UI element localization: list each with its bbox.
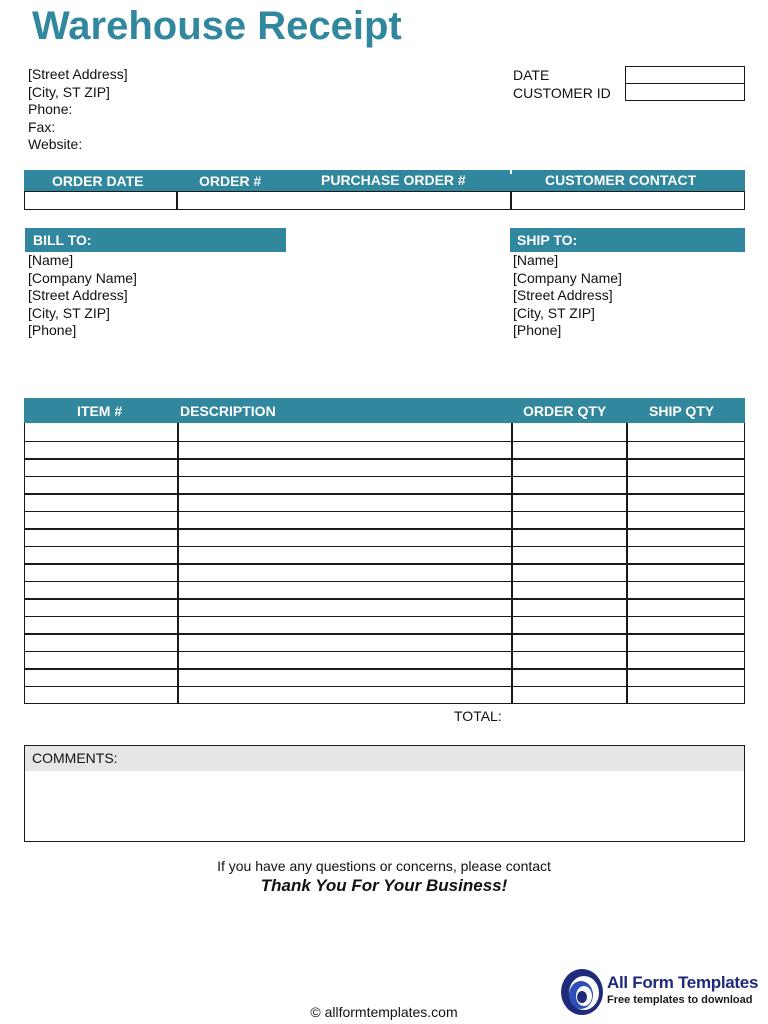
company-website: Website: <box>28 136 83 152</box>
header-notch <box>510 170 512 174</box>
ship-to-phone: [Phone] <box>513 322 562 338</box>
bill-to-header <box>25 228 286 252</box>
company-phone: Phone: <box>28 101 73 117</box>
thank-you-message: Thank You For Your Business! <box>260 876 508 895</box>
row-divider <box>25 476 744 478</box>
bill-to-name: [Name] <box>28 252 74 268</box>
row-divider <box>25 563 744 565</box>
bill-to-street: [Street Address] <box>28 287 128 303</box>
date-field[interactable] <box>625 66 745 84</box>
row-divider <box>25 528 744 530</box>
row-divider <box>25 581 744 583</box>
row-divider <box>25 686 744 688</box>
customer-id-label: CUSTOMER ID <box>513 85 611 101</box>
order-info-table <box>24 170 745 210</box>
ship-to-name: [Name] <box>513 252 559 268</box>
page-title: Warehouse Receipt <box>32 4 402 48</box>
ship-to-company: [Company Name] <box>513 269 622 286</box>
customer-contact-header: CUSTOMER CONTACT <box>545 172 697 188</box>
ship-to-address <box>513 252 622 340</box>
column-divider <box>511 423 513 703</box>
description-header: DESCRIPTION <box>180 403 276 419</box>
bill-to-city: [City, ST ZIP] <box>28 304 110 321</box>
ship-qty-header: SHIP QTY <box>649 403 715 419</box>
date-label: DATE <box>513 67 550 83</box>
order-info-row <box>24 191 745 210</box>
row-divider <box>25 493 744 495</box>
column-divider <box>177 423 179 703</box>
ship-to-label: SHIP TO: <box>517 232 578 248</box>
order-qty-header: ORDER QTY <box>523 403 607 419</box>
row-divider <box>25 458 744 460</box>
order-date-header: ORDER DATE <box>52 173 144 189</box>
row-divider <box>25 668 744 670</box>
purchase-order-header: PURCHASE ORDER # <box>321 172 466 188</box>
bill-to-address <box>28 252 137 340</box>
comments-header <box>25 746 744 771</box>
company-fax: Fax: <box>28 118 56 135</box>
bill-to-phone: [Phone] <box>28 322 77 338</box>
company-city: [City, ST ZIP] <box>28 83 110 100</box>
ship-to-city: [City, ST ZIP] <box>513 304 595 321</box>
company-address-block <box>28 66 128 154</box>
column-divider <box>626 423 628 703</box>
items-header <box>24 398 745 423</box>
logo-tagline: Free templates to download <box>607 994 753 1006</box>
customer-contact-field[interactable] <box>512 192 744 209</box>
bill-to-label: BILL TO: <box>33 232 92 248</box>
order-number-field[interactable] <box>178 192 510 209</box>
order-info-header <box>24 170 745 191</box>
row-divider <box>25 546 744 548</box>
row-divider <box>25 511 744 513</box>
row-divider <box>25 633 744 635</box>
ship-to-street: [Street Address] <box>513 287 613 303</box>
footer-copyright: © allformtemplates.com <box>310 1004 458 1020</box>
ship-to-header <box>510 228 745 252</box>
company-street: [Street Address] <box>28 66 128 82</box>
comments-box[interactable] <box>24 745 745 842</box>
order-number-header: ORDER # <box>199 173 262 189</box>
item-number-header: ITEM # <box>77 403 123 419</box>
total-label: TOTAL: <box>454 708 502 724</box>
items-table <box>24 398 745 704</box>
row-divider <box>25 616 744 618</box>
meta-labels <box>513 66 611 102</box>
row-divider <box>25 651 744 653</box>
bill-to-company: [Company Name] <box>28 269 137 286</box>
comments-label: COMMENTS: <box>32 750 118 766</box>
order-date-field[interactable] <box>25 192 176 209</box>
row-divider <box>25 598 744 600</box>
row-divider <box>25 441 744 443</box>
contact-message: If you have any questions or concerns, please contact <box>217 858 551 874</box>
customer-id-field[interactable] <box>625 83 745 101</box>
logo-name: All Form Templates <box>607 973 759 992</box>
items-body <box>24 423 745 704</box>
